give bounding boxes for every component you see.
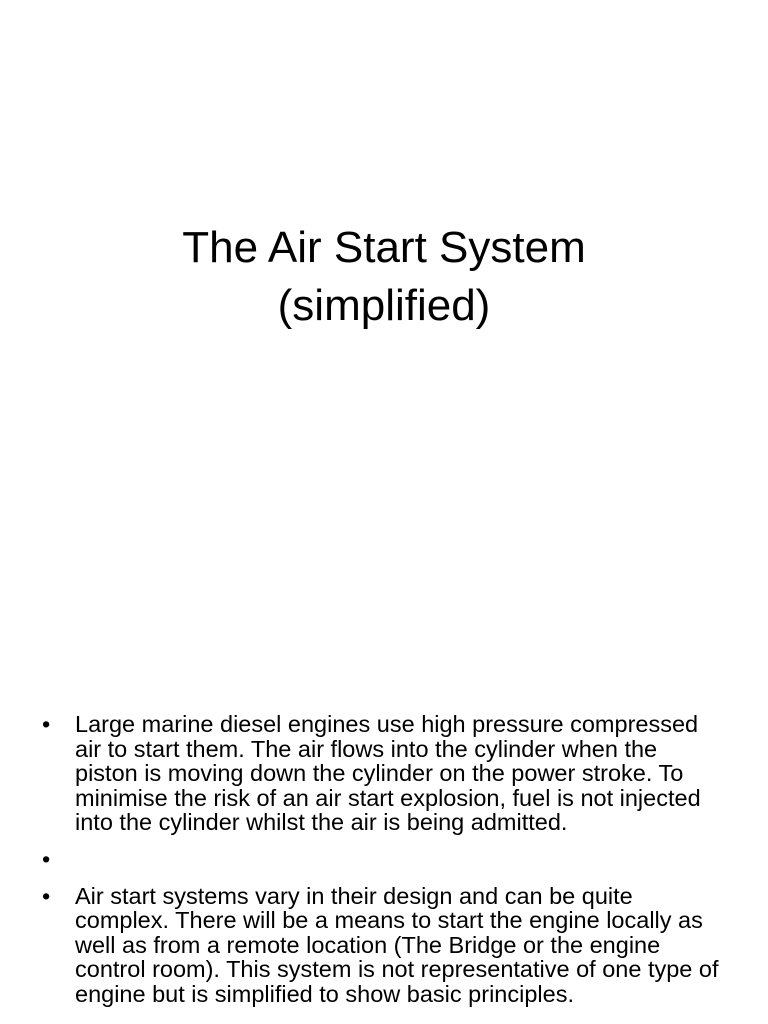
title-line-1: The Air Start System bbox=[182, 223, 586, 273]
bullet-marker: • bbox=[42, 845, 51, 872]
bullet-list bbox=[40, 712, 720, 1019]
bullet-text: Large marine diesel engines use high pressure compressed air to start them. The air flows into the cylinder when the piston is moving down the cylinder on the power stroke. To minimise the risk of an air start explosion, fuel is not injected into the cylinder whilst the air is being admitted. bbox=[75, 711, 701, 836]
bullet-item bbox=[40, 712, 720, 835]
bullet-marker: • bbox=[42, 882, 51, 909]
slide-title bbox=[0, 219, 768, 335]
bullet-item-empty bbox=[40, 847, 720, 872]
bullet-text: Air start systems vary in their design and can be quite complex. There will be a means to start the engine locally as well as from a remote location (The Bridge or the engine control room). This system is not representative of one type of engine but is simplified to show basic principles. bbox=[75, 882, 719, 1007]
bullet-marker: • bbox=[42, 711, 51, 737]
bullet-item bbox=[40, 884, 720, 1007]
title-line-2: (simplified) bbox=[277, 281, 491, 331]
